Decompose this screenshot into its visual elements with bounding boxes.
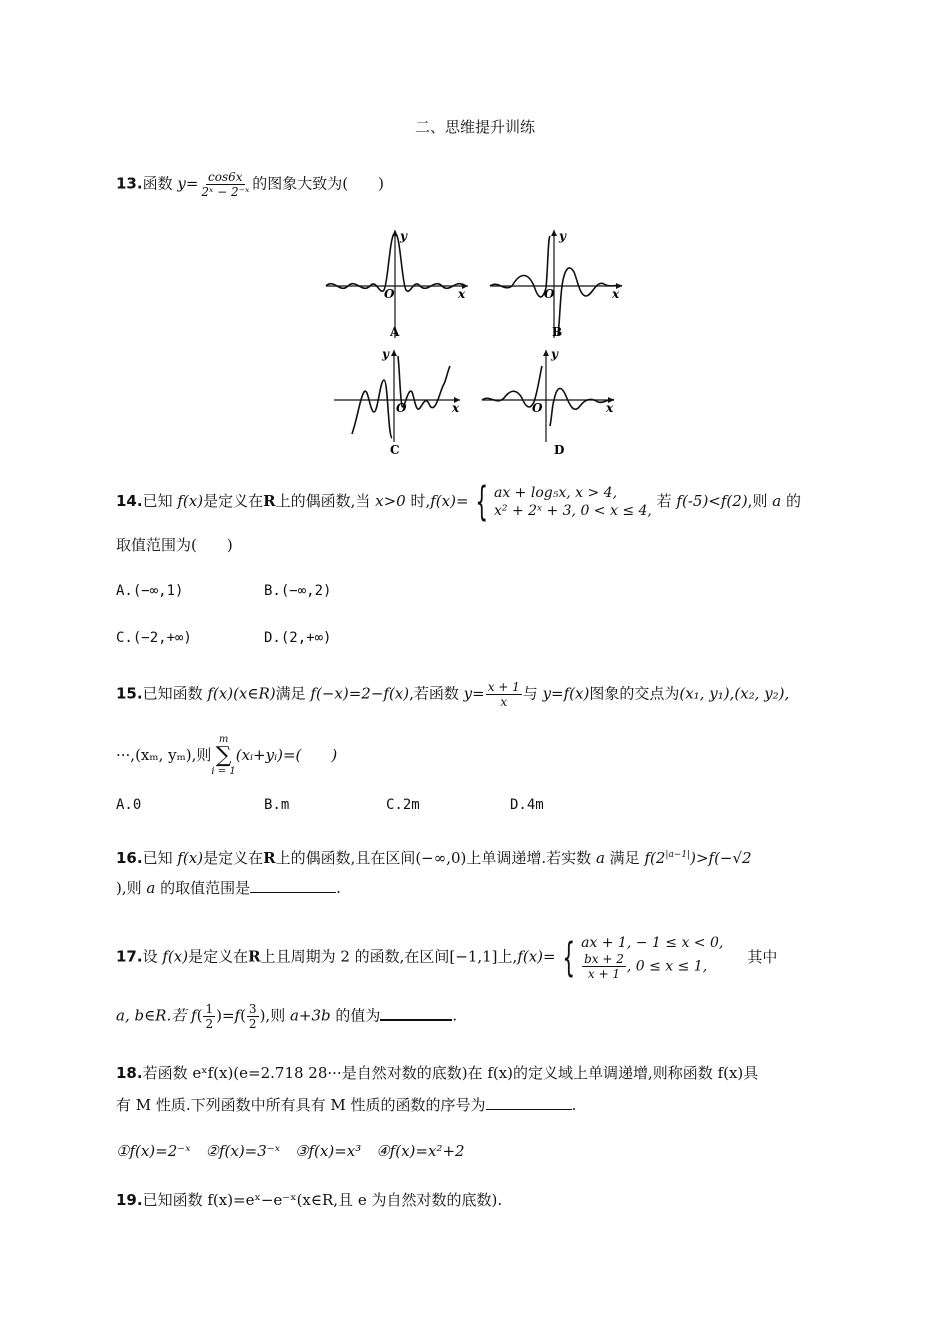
question-17: 17.设 f(x)是定义在R上且周期为 2 的函数,在区间[−1,1]上,f(x)= { ax + 1, − 1 ≤ x < 0, $\frac{bx + 2}{x + 1}$ , 0 ≤ x ≤ 1, 其中 bbox=[116, 934, 778, 981]
option-c: C.2m bbox=[386, 797, 420, 813]
graph-b bbox=[488, 226, 628, 342]
option-a: A.0 bbox=[116, 797, 142, 813]
svg-text:y: y bbox=[400, 229, 407, 243]
graph-label-d: D bbox=[554, 443, 565, 457]
svg-text:x: x bbox=[612, 287, 620, 301]
graph-label-a: A bbox=[390, 325, 400, 339]
svg-text:x: x bbox=[452, 401, 460, 415]
svg-text:y: y bbox=[551, 347, 558, 361]
svg-text:O: O bbox=[384, 287, 395, 301]
option-c: C.(−2,+∞) bbox=[116, 630, 192, 646]
piecewise: { ax + 1, − 1 ≤ x < 0, $\frac{bx + 2}{x + 1}$ , 0 ≤ x ≤ 1, bbox=[561, 934, 724, 981]
svg-text:x: x bbox=[458, 287, 466, 301]
question-18-line2: 有 M 性质.下列函数中所有具有 M 性质的函数的序号为 . bbox=[116, 1096, 577, 1114]
question-18-choices: ①f(x)=2⁻ˣ ②f(x)=3⁻ˣ ③f(x)=x³ ④f(x)=x²+2 bbox=[116, 1142, 465, 1160]
graph-a bbox=[322, 226, 472, 342]
answer-blank[interactable] bbox=[486, 1095, 572, 1110]
graph-d bbox=[480, 346, 622, 458]
question-19: 19.已知函数 f(x)=eˣ−e⁻ˣ(x∈R,且 e 为自然对数的底数). bbox=[116, 1191, 503, 1209]
graph-label-b: B bbox=[552, 325, 563, 339]
graph-c bbox=[332, 346, 468, 458]
question-18: 18.若函数 eˣf(x)(e=2.718 28···是自然对数的底数)在 f(x)的定义域上单调递增,则称函数 f(x)具 bbox=[116, 1064, 759, 1082]
svg-text:O: O bbox=[544, 287, 555, 301]
option-b: B.(−∞,2) bbox=[264, 583, 332, 599]
answer-blank[interactable] bbox=[250, 878, 336, 893]
svg-text:O: O bbox=[532, 401, 543, 415]
fraction: $\frac{\cos 6x}{\text{2ˣ − 2⁻ˣ}}$ bbox=[201, 170, 250, 199]
option-d: D.(2,+∞) bbox=[264, 630, 332, 646]
question-16: 16.已知 f(x)是定义在R上的偶函数,且在区间(−∞,0)上单调递增.若实数 a 满足 $f(2^{|a-1|})>f(-√2$ bbox=[116, 849, 752, 867]
question-17-line2: a, b∈R.若 f( $\frac{1}{2}$ )=f( $\frac{3}{2}$ ),则 a+3b 的值为 . bbox=[116, 1002, 458, 1031]
question-13: 13.函数 y= $\frac{\cos 6x}{\text{2ˣ − 2⁻ˣ}}$ 的图象大致为( ) bbox=[116, 170, 384, 199]
question-number: 13. bbox=[116, 174, 143, 193]
graph-label-c: C bbox=[390, 443, 400, 457]
summation: m ∑ i = 1 bbox=[211, 734, 236, 777]
question-14: 14.已知 f(x)是定义在R上的偶函数,当 x>0 时,f(x)= { ax + log₅x, x > 4, x² + 2ˣ + 3, 0 < x ≤ 4, 若 f(-5)<f(2),则 a 的 bbox=[116, 479, 801, 525]
svg-text:O: O bbox=[396, 401, 407, 415]
question-15-line2: ···,(xₘ, yₘ),则 m ∑ i = 1 (xᵢ+yᵢ)=( ) bbox=[116, 734, 338, 777]
svg-text:y: y bbox=[382, 347, 389, 361]
question-14-line2: 取值范围为( ) bbox=[116, 536, 233, 554]
question-15: 15.已知函数 f(x)(x∈R)满足 f(−x)=2−f(x),若函数 y= $\frac{x + 1}{x}$ 与 y=f(x)图象的交点为(x₁, y₁),(x₂, y₂), bbox=[116, 680, 790, 709]
option-d: D.4m bbox=[510, 797, 544, 813]
question-16-line2: ),则 a 的取值范围是 . bbox=[116, 879, 341, 897]
section-title: 二、思维提升训练 bbox=[414, 118, 535, 136]
option-a: A.(−∞,1) bbox=[116, 583, 184, 599]
svg-text:x: x bbox=[606, 401, 614, 415]
piecewise: { ax + log₅x, x > 4, x² + 2ˣ + 3, 0 < x ≤ 4, bbox=[474, 479, 652, 525]
svg-text:y: y bbox=[559, 229, 566, 243]
option-b: B.m bbox=[264, 797, 290, 813]
answer-blank[interactable] bbox=[380, 1005, 452, 1021]
